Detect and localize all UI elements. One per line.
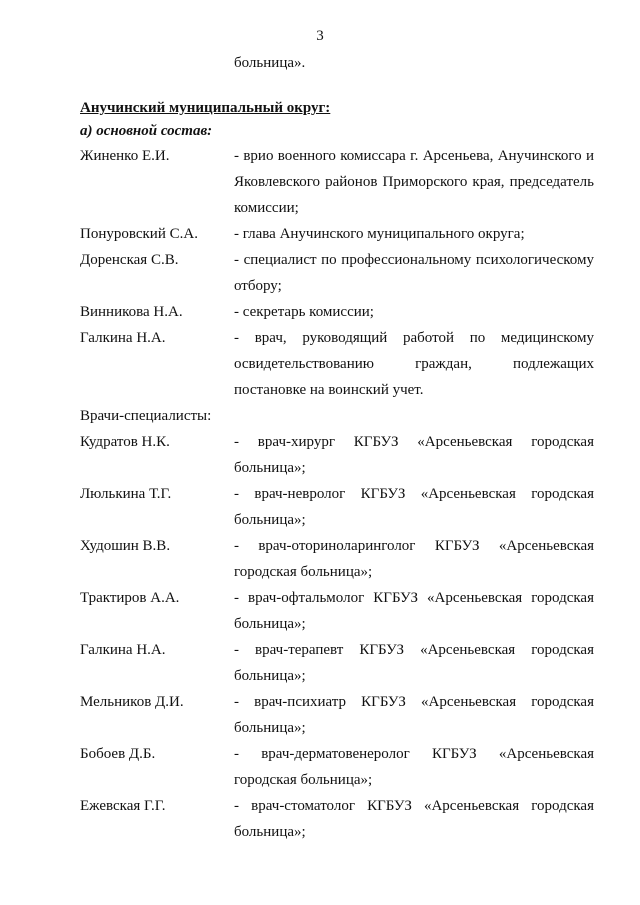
- specialist-role: - врач-стоматолог КГБУЗ «Арсеньевская городская больница»;: [234, 798, 594, 840]
- member-role: - глава Анучинского муниципального округа;: [234, 226, 525, 242]
- member-entry: [80, 247, 594, 299]
- specialist-name: Галкина Н.А.: [80, 642, 166, 658]
- member-name: Галкина Н.А.: [80, 330, 166, 346]
- member-entry: [80, 221, 594, 247]
- section-heading: Анучинский муниципальный округ:: [80, 100, 331, 116]
- specialist-entry: [80, 637, 594, 689]
- specialist-entry: [80, 741, 594, 793]
- page-number: 3: [316, 28, 324, 44]
- specialist-role: - врач-психиатр КГБУЗ «Арсеньевская городская больница»;: [234, 694, 594, 736]
- specialists-label: Врачи-специалисты:: [80, 408, 212, 424]
- specialist-role: - врач-дерматовенеролог КГБУЗ «Арсеньевская городская больница»;: [234, 746, 594, 788]
- continued-text: больница».: [234, 55, 306, 71]
- member-entry: [80, 325, 594, 403]
- member-list: [80, 143, 594, 845]
- specialist-role: - врач-невролог КГБУЗ «Арсеньевская городская больница»;: [234, 486, 594, 528]
- member-name: Винникова Н.А.: [80, 304, 183, 320]
- specialist-name: Мельников Д.И.: [80, 694, 184, 710]
- member-name: Доренская С.В.: [80, 252, 179, 268]
- specialist-entry: [80, 585, 594, 637]
- specialist-entry: [80, 429, 594, 481]
- member-role: - секретарь комиссии;: [234, 304, 374, 320]
- member-role: - врач, руководящий работой по медицинскому освидетельствованию граждан, подлежащих постановке на воинский учет.: [234, 330, 594, 398]
- specialist-entry: [80, 533, 594, 585]
- specialist-role: - врач-офтальмолог КГБУЗ «Арсеньевская городская больница»;: [234, 590, 594, 632]
- specialist-name: Бобоев Д.Б.: [80, 746, 156, 762]
- member-entry: [80, 299, 594, 325]
- member-entry: [80, 143, 594, 221]
- specialist-role: - врач-терапевт КГБУЗ «Арсеньевская городская больница»;: [234, 642, 594, 684]
- specialist-entry: [80, 689, 594, 741]
- member-role: - специалист по профессиональному психологическому отбору;: [234, 252, 594, 294]
- specialist-name: Ежевская Г.Г.: [80, 798, 166, 814]
- specialist-name: Кудратов Н.К.: [80, 434, 170, 450]
- specialist-name: Люлькина Т.Г.: [80, 486, 172, 502]
- specialist-role: - врач-оториноларинголог КГБУЗ «Арсеньевская городская больница»;: [234, 538, 594, 580]
- member-name: Понуровский С.А.: [80, 226, 198, 242]
- specialist-name: Худошин В.В.: [80, 538, 171, 554]
- section-subheading: а) основной состав:: [80, 123, 213, 139]
- member-role: - врио военного комиссара г. Арсеньева, Анучинского и Яковлевского районов Приморского края, председатель комиссии;: [234, 148, 594, 216]
- member-name: Жиненко Е.И.: [80, 148, 170, 164]
- specialist-name: Трактиров А.А.: [80, 590, 180, 606]
- specialist-entry: [80, 793, 594, 845]
- specialist-entry: [80, 481, 594, 533]
- specialist-role: - врач-хирург КГБУЗ «Арсеньевская городская больница»;: [234, 434, 594, 476]
